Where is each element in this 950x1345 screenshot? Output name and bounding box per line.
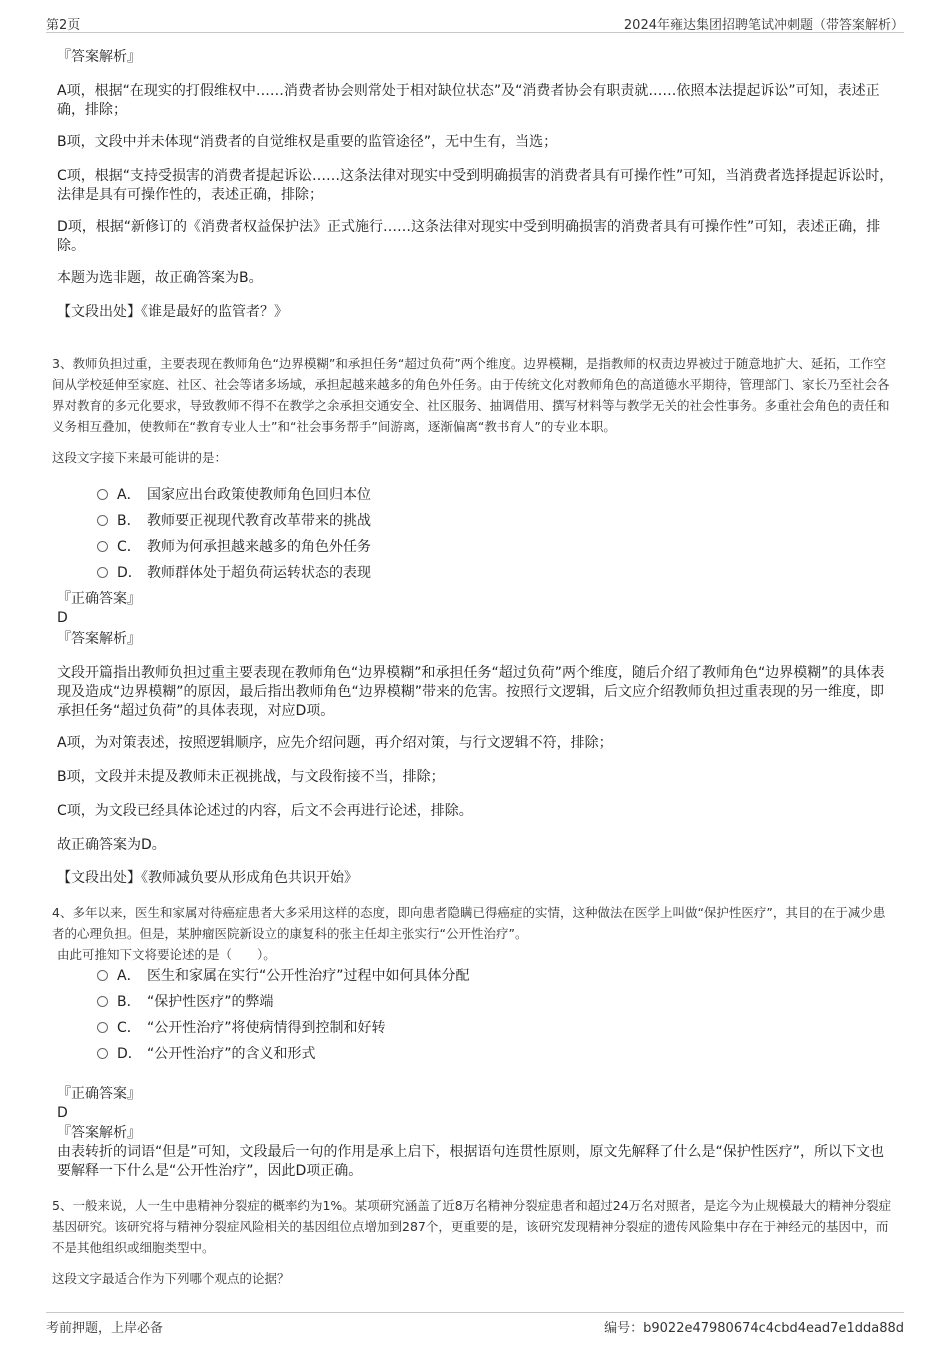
footer-slogan: 考前押题，上岸必备	[46, 1321, 164, 1336]
radio-button[interactable]	[97, 515, 108, 526]
option-letter: B．	[117, 513, 141, 529]
option-text: “保护性医疗”的弊端	[147, 994, 274, 1010]
option-letter: B．	[117, 994, 141, 1010]
q3-analysis-a: A项，为对策表述，按照逻辑顺序，应先介绍问题，再介绍对策，与行文逻辑不符，排除；	[57, 735, 613, 751]
q5-question: 这段文字最适合作为下列哪个观点的论据？	[52, 1271, 290, 1286]
q4-option-c[interactable]	[97, 1017, 386, 1037]
document-id: 编号：b9022e47980674c4cbd4ead7e1dda88d	[604, 1321, 904, 1336]
page-header	[46, 10, 904, 33]
q2-conclusion: 本题为选非题，故正确答案为B。	[57, 270, 263, 286]
q3-answer: D	[57, 610, 68, 626]
option-letter: A．	[117, 487, 141, 503]
option-letter: D．	[117, 1046, 142, 1062]
radio-button[interactable]	[97, 1048, 108, 1059]
q3-question: 这段文字接下来最可能讲的是：	[52, 450, 228, 465]
q3-analysis-main: 文段开篇指出教师负担过重主要表现在教师角色“边界模糊”和承担任务“超过负荷”两个维度，随后介绍了教师角色“边界模糊”的具体表现及造成“边界模糊”的原因，最后指出教师角色“边界模糊”带来的危害。按照行文逻辑，后文应介绍教师负担过重表现的另一维度，即承担任务“超过负荷”的具体表现，对应D项。	[57, 665, 885, 719]
q2-analysis-d: D项，根据“新修订的《消费者权益保护法》正式施行……这条法律对现实中受到明确损害的消费者具有可操作性”可知，表述正确，排除。	[57, 219, 881, 254]
q2-analysis-label: 『答案解析』	[57, 49, 141, 65]
page-footer	[46, 1312, 904, 1337]
q3-option-d[interactable]	[97, 562, 371, 582]
q5-stem: 5、一般来说，人一生中患精神分裂症的概率约为1%。某项研究涵盖了近8万名精神分裂症患者和超过24万名对照者，是迄今为止规模最大的精神分裂症基因研究。该研究将与精神分裂症风险相关的基因组位点增加到287个，更重要的是，该研究发现精神分裂症的遗传风险集中存在于神经元的基因中，而不是其他组织或细胞类型中。	[52, 1198, 892, 1255]
option-letter: C．	[117, 539, 141, 555]
option-letter: A．	[117, 968, 141, 984]
q3-analysis-b: B项，文段并未提及教师未正视挑战，与文段衔接不当，排除；	[57, 769, 445, 785]
q2-analysis-c: C项，根据“支持受损害的消费者提起诉讼……这条法律对现实中受到明确损害的消费者具有可操作性”可知，当消费者选择提起诉讼时，法律是具有可操作性的，表述正确，排除；	[57, 168, 894, 203]
radio-button[interactable]	[97, 970, 108, 981]
option-letter: C．	[117, 1020, 141, 1036]
radio-button[interactable]	[97, 1022, 108, 1033]
q2-analysis-b: B项，文段中并未体现“消费者的自觉维权是重要的监管途径”，无中生有，当选；	[57, 134, 558, 150]
page-number: 第2页	[46, 18, 81, 33]
q3-analysis-label: 『答案解析』	[57, 631, 141, 647]
radio-button[interactable]	[97, 996, 108, 1007]
q3-option-c[interactable]	[97, 536, 371, 556]
radio-button[interactable]	[97, 541, 108, 552]
q4-answer-label: 『正确答案』	[57, 1086, 141, 1102]
q4-option-b[interactable]	[97, 991, 274, 1011]
option-text: 国家应出台政策使教师角色回归本位	[147, 487, 371, 503]
option-text: 教师群体处于超负荷运转状态的表现	[147, 565, 371, 581]
q4-stem: 4、多年以来，医生和家属对待癌症患者大多采用这样的态度，即向患者隐瞒已得癌症的实情，这种做法在医学上叫做“保护性医疗”，其目的在于减少患者的心理负担。但是，某肿瘤医院新设立的康复科的张主任却主张实行“公开性治疗”。	[52, 905, 886, 941]
q3-answer-label: 『正确答案』	[57, 591, 141, 607]
q3-analysis-c: C项，为文段已经具体论述过的内容，后文不会再进行论述，排除。	[57, 803, 473, 819]
document-title: 2024年雍达集团招聘笔试冲刺题（带答案解析）	[623, 18, 904, 33]
option-text: 教师为何承担越来越多的角色外任务	[147, 539, 371, 555]
q2-source: 【文段出处】《谁是最好的监管者？》	[57, 304, 288, 320]
q2-analysis-a: A项，根据“在现实的打假维权中……消费者协会则常处于相对缺位状态”及“消费者协会有职责就……依照本法提起诉讼”可知，表述正确，排除；	[57, 83, 880, 118]
q3-stem: 3、教师负担过重，主要表现在教师角色“边界模糊”和承担任务“超过负荷”两个维度。边界模糊，是指教师的权责边界被过于随意地扩大、延拓，工作空间从学校延伸至家庭、社区、社会等诸多场域，承担起越来越多的角色外任务。由于传统文化对教师角色的高道德水平期待，管理部门、家长乃至社会各界对教育的多元化要求，导致教师不得不在教学之余承担交通安全、社区服务、抽调借用、撰写材料等与教学无关的社会性事务。多重社会角色的责任和义务相互叠加，使教师在“教育专业人士”和“社会事务帮手”间游离，逐渐偏离“教书育人”的专业本职。	[52, 356, 890, 434]
q4-question: 由此可推知下文将要论述的是（ ）。	[57, 947, 276, 962]
q4-option-a[interactable]	[97, 965, 470, 985]
q4-option-d[interactable]	[97, 1043, 316, 1063]
q4-analysis-label: 『答案解析』	[57, 1125, 141, 1141]
option-text: 教师要正视现代教育改革带来的挑战	[147, 513, 371, 529]
q4-answer: D	[57, 1105, 68, 1121]
q4-analysis: 由表转折的词语“但是”可知，文段最后一句的作用是承上启下，根据语句连贯性原则，原文先解释了什么是“保护性医疗”，所以下文也要解释一下什么是“公开性治疗”，因此D项正确。	[57, 1144, 885, 1179]
q3-option-b[interactable]	[97, 510, 371, 530]
radio-button[interactable]	[97, 489, 108, 500]
q3-conclusion: 故正确答案为D。	[57, 837, 166, 853]
option-text: 医生和家属在实行“公开性治疗”过程中如何具体分配	[147, 968, 470, 984]
option-text: “公开性治疗”将使病情得到控制和好转	[147, 1020, 386, 1036]
q3-option-a[interactable]	[97, 484, 371, 504]
radio-button[interactable]	[97, 567, 108, 578]
option-text: “公开性治疗”的含义和形式	[147, 1046, 316, 1062]
q3-source: 【文段出处】《教师减负要从形成角色共识开始》	[57, 870, 358, 886]
option-letter: D．	[117, 565, 142, 581]
